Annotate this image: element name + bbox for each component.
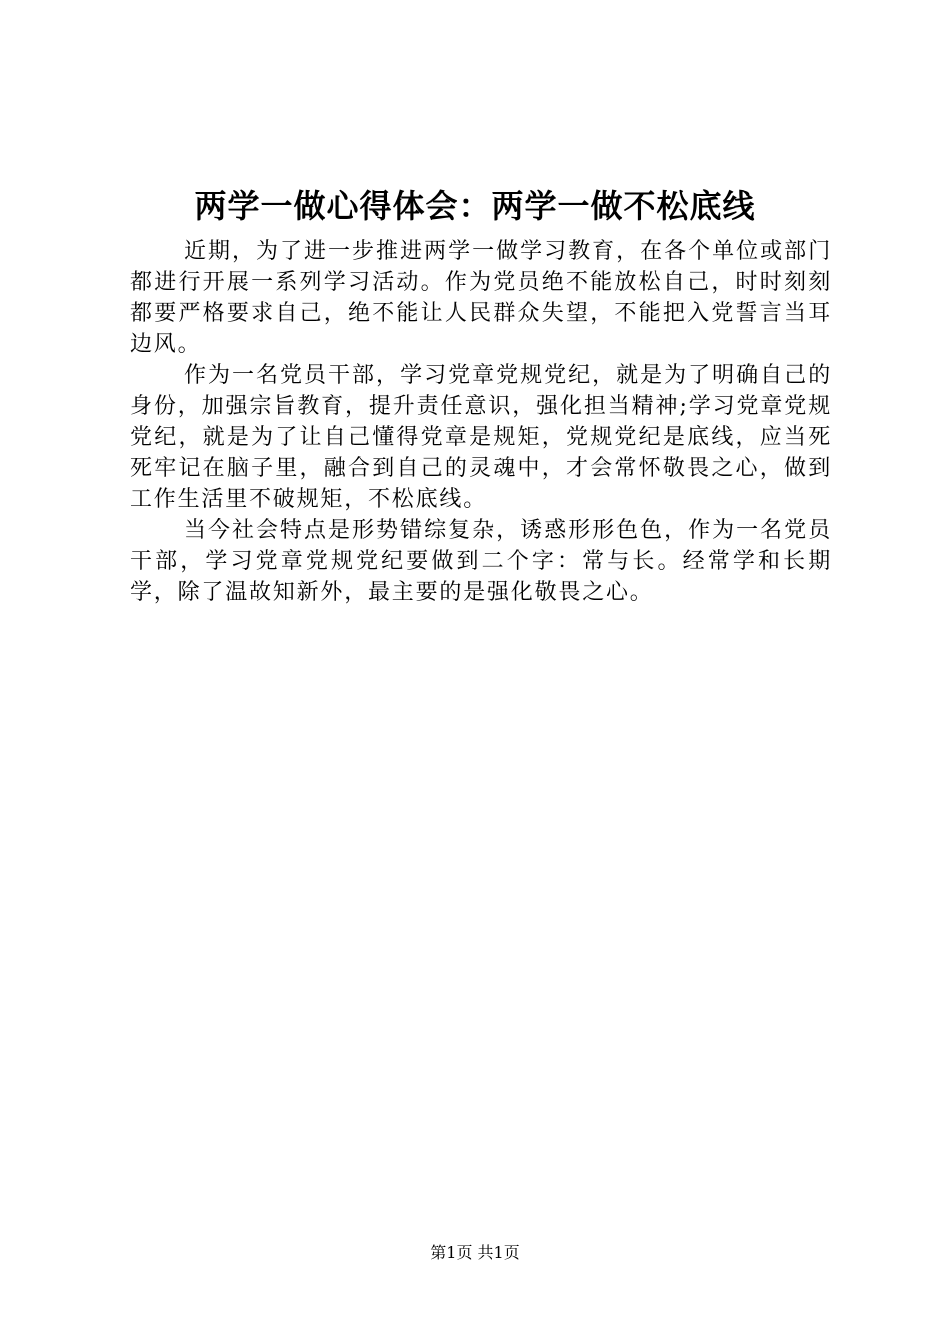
document-title: 两学一做心得体会：两学一做不松底线 bbox=[194, 187, 756, 225]
paragraph-2: 作为一名党员干部，学习党章党规党纪，就是为了明确自己的身份，加强宗旨教育，提升责任意识，强化担当精神;学习党章党规党纪，就是为了让自己懂得党章是规矩，党规党纪是底线，应当死死牢记在脑子里，融合到自己的灵魂中，才会常怀敬畏之心，做到工作生活里不破规矩，不松底线。 bbox=[130, 363, 832, 512]
page-footer: 第1页 共1页 bbox=[430, 1243, 520, 1262]
paragraph-1: 近期，为了进一步推进两学一做学习教育，在各个单位或部门都进行开展一系列学习活动。作为党员绝不能放松自己，时时刻刻都要严格要求自己，绝不能让人民群众失望，不能把入党誓言当耳边风。 bbox=[130, 239, 832, 357]
paragraph-3: 当今社会特点是形势错综复杂，诱惑形形色色，作为一名党员干部，学习党章党规党纪要做到二个字：常与长。经常学和长期学，除了温故知新外，最主要的是强化敬畏之心。 bbox=[130, 518, 832, 605]
document-body bbox=[130, 236, 832, 608]
